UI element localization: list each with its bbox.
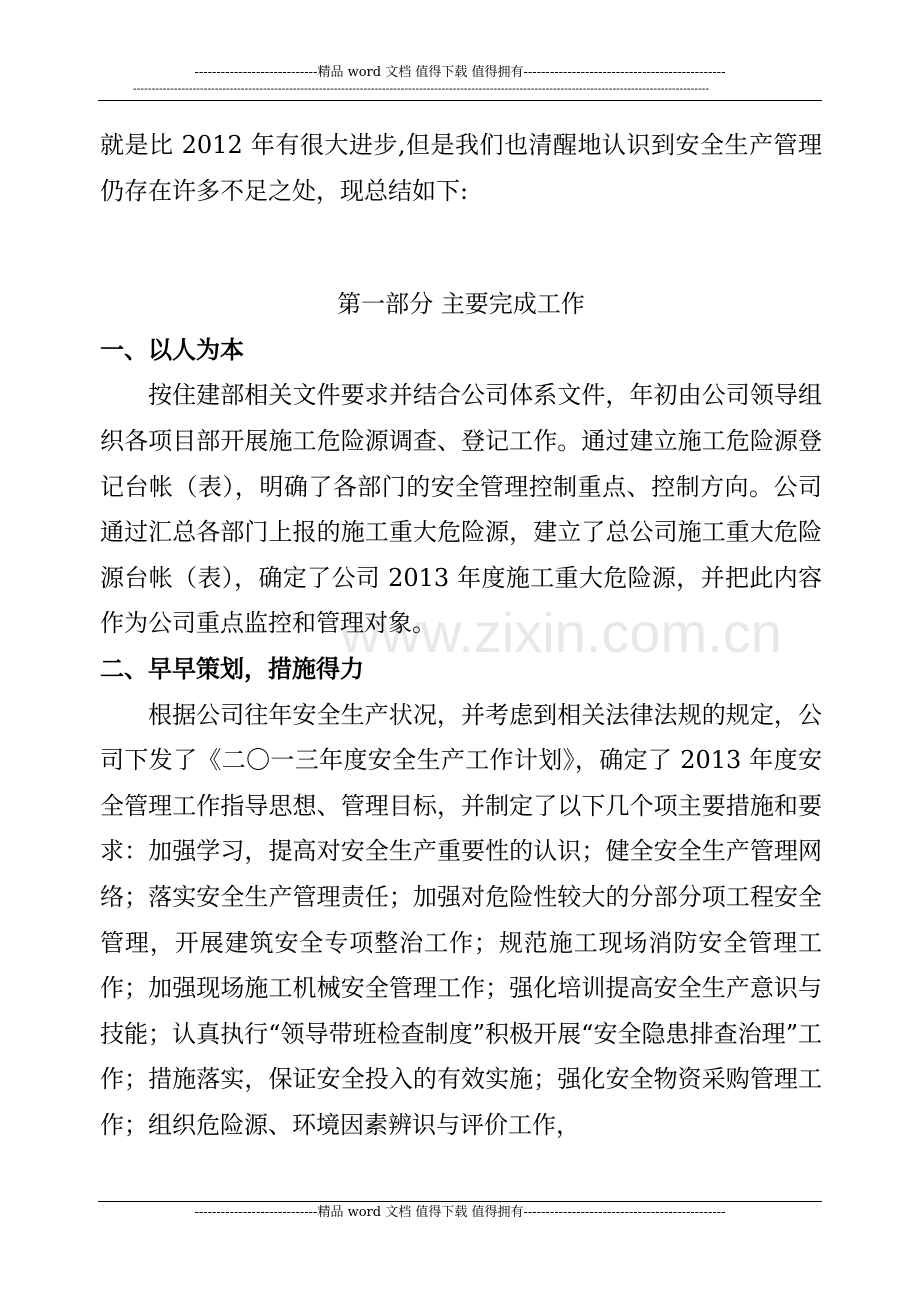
- paragraph-1: 按住建部相关文件要求并结合公司体系文件，年初由公司领导组织各项目部开展施工危险源调查、登记工作。通过建立施工危险源登记台帐（表），明确了各部门的安全管理控制重点、控制方向。公司通过汇总各部门上报的施工重大危险源，建立了总公司施工重大危险源台帐（表），确定了公司 2013 年度施工重大危险源，并把此内容作为公司重点监控和管理对象。: [100, 381, 822, 638]
- section-title: 第一部分 主要完成工作: [337, 290, 585, 319]
- page-header-banner: ----------------------------精品 word 文档 值得下载 值得拥有----------------------------------------------: [194, 65, 726, 80]
- intro-paragraph: 就是比 2012 年有很大进步,但是我们也清醒地认识到安全生产管理仍存在许多不足之处，现总结如下:: [100, 131, 822, 205]
- watermark: www.zixin.com.cn: [340, 601, 782, 664]
- paragraph-2: 根据公司往年安全生产状况，并考虑到相关法律法规的规定，公司下发了《二〇一三年度安全生产工作计划》，确定了 2013 年度安全管理工作指导思想、管理目标，并制定了以下几个项主要措施和要求：加强学习，提高对安全生产重要性的认识；健全安全生产管理网络；落实安全生产管理责任；加强对危险性较大的分部分项工程安全管理，开展建筑安全专项整治工作；规范施工现场消防安全管理工作；加强现场施工机械安全管理工作；强化培训提高安全生产意识与技能；认真执行“领导带班检查制度”积极开展“安全隐患排查治理”工作；措施落实，保证安全投入的有效实施；强化安全物资采购管理工作；组织危险源、环境因素辨识与评价工作，: [100, 700, 822, 1139]
- heading-1: 一、以人为本: [100, 335, 244, 364]
- page-footer-banner: ----------------------------精品 word 文档 值得下载 值得拥有----------------------------------------------: [194, 1205, 726, 1220]
- page-header-dashes: -----------------------------------------------------------------------------------------------------------------------------------------------------------: [133, 83, 710, 95]
- header-rule: [98, 100, 822, 101]
- heading-2: 二、早早策划，措施得力: [100, 654, 364, 683]
- document-body: [100, 123, 822, 1148]
- footer-rule: [98, 1201, 822, 1202]
